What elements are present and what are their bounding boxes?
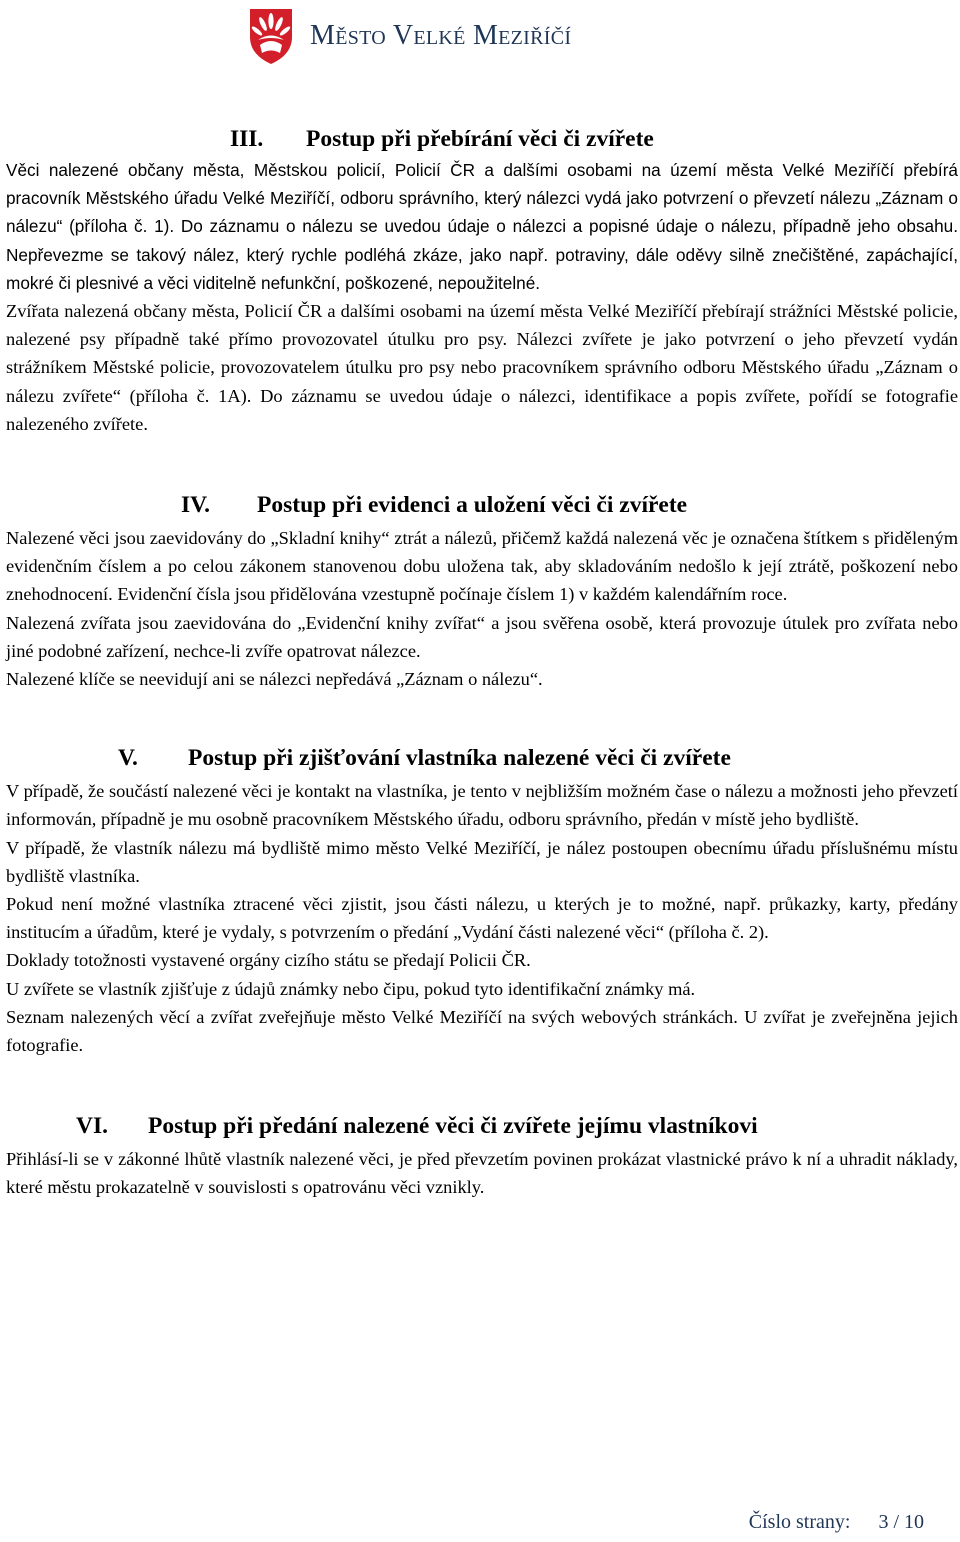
section-heading-vi xyxy=(76,1111,958,1141)
city-crest-icon xyxy=(248,7,294,65)
section-heading-iii xyxy=(230,124,958,154)
paragraph: Zvířata nalezená občany města, Policií ČR a dalšími osobami na území města Velké Meziříčí přebírají strážníci Městské policie, nalezené psy případně také přímo provozovatel útulku pro psy. Nálezci zvířete je jako potvrzení o jeho převzetí vydán strážníkem Městské policie, provozovatelem útulku pro psy nebo pracovníkem správního odboru Městského úřadu „Záznam o nálezu zvířete“ (příloha č. 1A). Do záznamu se uvedou údaje o nálezci, identifikace a popis zvířete, pořídí se fotografie nalezeného zvířete. xyxy=(6,301,958,434)
section-title: Postup při předání nalezené věci či zvířete jejímu vlastníkovi xyxy=(148,1113,758,1140)
paragraph: Přihlásí-li se v zákonné lhůtě vlastník nalezené věci, je před převzetím povinen prokázat vlastnické právo k ní a uhradit náklady, které městu prokazatelně v souvislosti s opatrovánu věci vznikly. xyxy=(6,1149,958,1198)
page-number-label: Číslo strany: xyxy=(748,1511,851,1533)
page-footer xyxy=(749,1512,924,1532)
paragraph: Pokud není možné vlastníka ztracené věci zjistit, jsou části nálezu, u kterých je to možné, např. průkazky, karty, předány institucím a úřadům, které je vydaly, s potvrzením o předání „Vydání části nalezené věci“ (příloha č. 2). xyxy=(6,894,958,943)
section-number: III. xyxy=(230,126,264,152)
page-number: 3 / 10 xyxy=(878,1511,924,1533)
paragraph: V případě, že vlastník nálezu má bydliště mimo město Velké Meziříčí, je nález postoupen obecnímu úřadu příslušnému místu bydliště vlastníka. xyxy=(6,837,958,886)
section-title: Postup při evidenci a uložení věci či zvířete xyxy=(257,492,688,519)
paragraph: Nalezené klíče se neevidují ani se nálezci nepředává „Záznam o nálezu“. xyxy=(6,669,543,690)
document-body xyxy=(6,124,958,1202)
city-name: Město Velké Meziříčí xyxy=(310,20,572,51)
paragraph: V případě, že součástí nalezené věci je kontakt na vlastníka, je tento v nejbližším možném čase o nálezu a možnosti jeho převzetí informován, případně je mu osobně pracovníkem Městského úřadu, odboru správního, předán v místě jeho bydliště. xyxy=(6,781,958,830)
paragraph: Doklady totožnosti vystavené orgány cizího státu se předají Policii ČR. xyxy=(6,950,531,971)
paragraph: Seznam nalezených věcí a zvířat zveřejňuje město Velké Meziříčí na svých webových stránkách. U zvířat je zveřejněna jejich fotografie. xyxy=(6,1006,958,1056)
section-number: V. xyxy=(118,745,138,772)
section-title: Postup při přebírání věci či zvířete xyxy=(306,126,654,152)
section-number: IV. xyxy=(181,492,210,519)
section-number: VI. xyxy=(76,1113,108,1140)
paragraph: Nalezené věci jsou zaevidovány do „Skladní knihy“ ztrát a nálezů, přičemž každá nalezená věc je označena štítkem s přiděleným evidenčním číslem a po celou zákonem stanovenou dobu uložena tak, aby skladováním nedošlo k její ztrátě, poškození nebo znehodnocení. Evidenční čísla jsou přidělována vzestupně počínaje číslem 1) v každém kalendářním roce. xyxy=(6,528,958,605)
section-heading-iv xyxy=(181,490,958,520)
section-heading-v xyxy=(118,743,958,773)
section-title: Postup při zjišťování vlastníka nalezené věci či zvířete xyxy=(188,745,731,772)
paragraph: U zvířete se vlastník zjišťuje z údajů známky nebo čipu, pokud tyto identifikační známky má. xyxy=(6,978,696,999)
paragraph: Nalezená zvířata jsou zaevidována do „Evidenční knihy zvířat“ a jsou svěřena osobě, která provozuje útulek pro zvířata nebo jiné podobné zařízení, nechce-li zvíře opatrovat nálezce. xyxy=(6,612,958,661)
page-header xyxy=(248,6,571,66)
paragraph: Věci nalezené občany města, Městskou policií, Policií ČR a dalšími osobami na území města Velké Meziříčí přebírá pracovník Městského úřadu Velké Meziříčí, odboru správního, který nálezci vydá jako potvrzení o převzetí nálezu „Záznam o nálezu“ (příloha č. 1). Do záznamu o nálezu se uvedou údaje o nálezci a popisné údaje o nálezu, případně jeho obsahu. Nepřevezme se takový nález, který rychle podléhá zkáze, jako např. potraviny, dále oděvy silně znečištěné, zapáchající, mokré či plesnivé a věci viditelně nefunkční, poškozené, nepoužitelné. xyxy=(6,160,958,293)
